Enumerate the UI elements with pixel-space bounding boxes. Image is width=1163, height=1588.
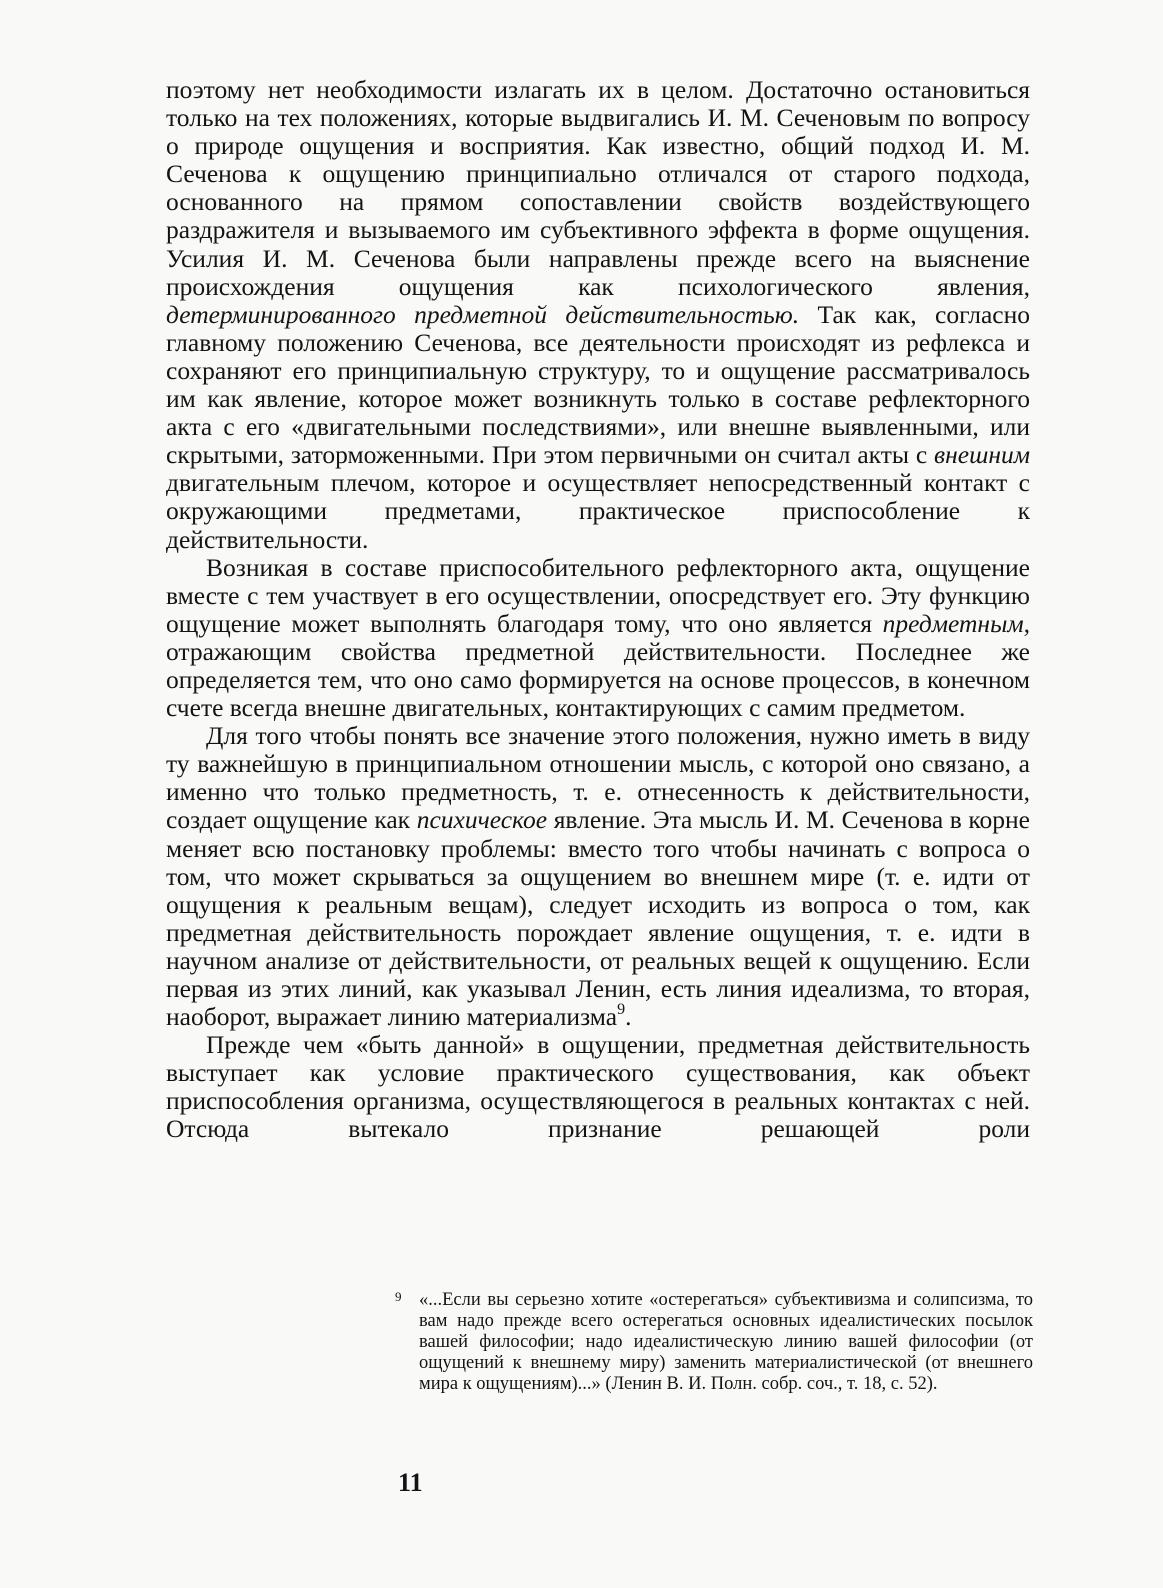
paragraph-3 [166,722,1030,1031]
paragraph-text: Возникая в составе приспособительного рефлекторного акта, ощущение вместе с тем участвует в его осуществлении, опосредствует его. Эту функцию ощущение может выполнять благодаря тому, что оно является [166,552,1030,638]
page-number: 11 [398,1468,423,1497]
footnote-text: «...Если вы серьезно хотите «остерегаться» субъективизма и солипсизма, то вам надо прежде всего остерегаться основных идеалистических посылок вашей философии; надо идеалистическую линию вашей философии (от ощущений к внешнему миру) заменить материалистической (от внешнего мира к ощущениям)...» (Ленин В. И. Полн. собр. соч., т. 18, с. 52). [419,1290,1033,1395]
footnote-number: 9 [395,1289,402,1304]
paragraph-text: Прежде чем «быть данной» в ощущении, предметная действительность выступает как условие практического существования, как объект приспособления организма, осуществляющегося в реальных контактах с ней. Отсюда вытекало признание решающей роли [166,1030,1030,1144]
paragraph-2 [166,554,1030,723]
paragraph-text: отражающим свойства предметной действительности. Последнее же определяется тем, что оно само формируется на основе процессов, в конечном счете всегда внешне двигательных, контактирующих с самим предметом. [166,636,1030,723]
paragraph-text: двигательным плечом, которое и осуществляет непосредственный контакт с окружающими предметами, практическое приспособление к действительности. [166,468,1030,554]
paragraph-4 [166,1031,1030,1143]
paragraph-text: поэтому нет необходимости излагать их в целом. Достаточно остановиться только на тех положениях, которые выдвигались И. М. Сеченовым по вопросу о природе ощущения и восприятия. Как известно, общий подход И. М. Сеченова к ощущению принципиально отличался от старого подхода, основанного на прямом сопоставлении свойств воздействующего раздражителя и вызываемого им субъективного эффекта в форме ощущения. Усилия И. М. Сеченова были направлены прежде всего на выяснение происхождения ощущения как психологического явления, [166,75,1030,301]
footnote [395,1290,1033,1395]
paragraph-1 [166,76,1030,554]
italic-phrase: детерминированного предметной действительностью. [166,299,800,329]
paragraph-text: явление. Эта мысль И. М. Сеченова в корне меняет всю постановку проблемы: вместо того чтобы начинать с вопроса о том, что может скрываться за ощущением во внешнем мире (т. е. идти от ощущения к реальным вещам), следует исходить из вопроса о том, как предметная действительность порождает явление ощущения, т. е. идти в научном анализе от действительности, от реальных вещей к ощущению. Если первая из этих линий, как указывал Ленин, есть линия идеализма, то вторая, наоборот, выражает линию материализма [166,805,1030,1032]
italic-phrase: психическое [416,805,548,835]
footnote-ref[interactable]: 9 [617,1000,626,1018]
italic-phrase: предметным, [882,608,1030,638]
italic-phrase: внешним [934,440,1030,470]
paragraph-text: . [625,1002,632,1032]
paragraph-text: Для того чтобы понять все значение этого положения, нужно иметь в виду ту важнейшую в принципиальном отношении мысль, с которой оно связано, а именно что только предметность, т. е. отнесенность к действительности, создает ощущение как [166,721,1030,835]
paragraph-text: Так как, согласно главному положению Сеченова, все деятельности происходят из рефлекса и сохраняют его принципиальную структуру, то и ощущение рассматривалось им как явление, которое может возникнуть только в составе рефлекторного акта с его «двигательными последствиями», или внешне выявленными, или скрытыми, заторможенными. При этом первичными он считал акты с [166,299,1030,470]
main-text [166,76,1030,1144]
